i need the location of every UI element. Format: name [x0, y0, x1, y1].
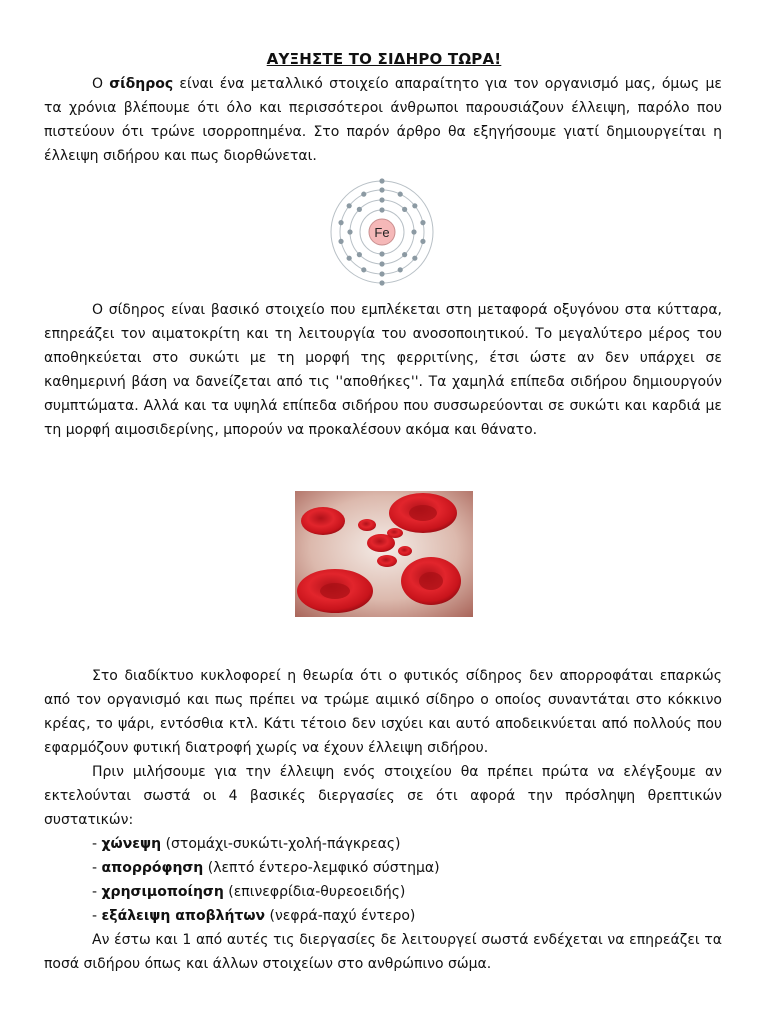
red-blood-cells-image [295, 491, 473, 617]
list-item [44, 856, 722, 880]
intro-paragraph [44, 72, 722, 168]
electron [347, 229, 352, 234]
list-term: εξάλειψη αποβλήτων [101, 908, 266, 924]
page-title: ΑΥΞΗΣΤΕ ΤΟ ΣΙΔΗΡΟ ΤΩΡΑ! [266, 50, 502, 68]
paragraph-2 [44, 298, 722, 442]
paragraph-2-text: Ο σίδηρος είναι βασικό στοιχείο που εμπλέκεται στη μεταφορά οξυγόνου στα κύτταρα, επηρεάζει τον αιματοκρίτη και τη λειτουργία του ανοσοποιητικού. Το μεγαλύτερο μέρος του αποθηκεύεται στο συκώτι με τη μορφή της φερριτίνης, έτσι ώστε αν δεν υπάρχει σε καθημερινή βάση να δανείζεται από τις ''αποθήκες''. Τα χαμηλά επίπεδα σιδήρου δημιουργούν συμπτώματα. Αλλά και τα υψηλά επίπεδα σιδήρου που συσσωρεύονται σε συκώτι και καρδιά με τη μορφή αιμοσιδερίνης, μπορούν να προκαλέσουν ακόμα και θάνατο. [44, 302, 722, 438]
electron [347, 256, 352, 261]
electron [361, 267, 366, 272]
intro-after: είναι ένα μεταλλικό στοιχείο απαραίτητο για τον οργανισμό μας, όμως με τα χρόνια βλέπουμε ότι όλο και περισσότεροι άνθρωποι παρουσιάζουν έλλειψη, παρόλο που πιστεύουν ότι τρώνε ισορροπημένα. Στο παρόν άρθρο θα εξηγήσουμε γιατί δημιουργείται η έλλειψη σιδήρου και πως διορθώνεται. [44, 76, 722, 164]
electron [347, 203, 352, 208]
list-item [44, 832, 722, 856]
paragraph-3-text: Στο διαδίκτυο κυκλοφορεί η θεωρία ότι ο φυτικός σίδηρος δεν απορροφάται επαρκώς από τον οργανισμό και πως πρέπει να τρώμε αιμικό σίδηρο ο οποίος συναντάται στο κόκκινο κρέας, το ψάρι, εντόσθια κτλ. Κάτι τέτοιο δεν ισχύει και αυτό αποδεικνύεται από πολλούς που εφαρμόζουν φυτική διατροφή χωρίς να έχουν έλλειψη σιδήρου. [44, 668, 722, 756]
list-prefix: - [92, 884, 102, 900]
electron [398, 267, 403, 272]
electron [412, 203, 417, 208]
electron [402, 207, 407, 212]
list-term: χρησιμοποίηση [101, 884, 224, 900]
electron [338, 220, 343, 225]
electron [402, 252, 407, 257]
paragraph-3 [44, 664, 722, 976]
list-prefix: - [92, 836, 102, 852]
list-description: (στομάχι-συκώτι-χολή-πάγκρεας) [161, 836, 401, 852]
paragraph-4-text: Πριν μιλήσουμε για την έλλειψη ενός στοιχείου θα πρέπει πρώτα να ελέγξουμε αν εκτελούνται σωστά οι 4 βασικές διεργασίες σε ότι αφορά την πρόσληψη θρεπτικών συστατικών: [44, 764, 722, 828]
electron [379, 251, 384, 256]
electron [357, 252, 362, 257]
electron [412, 256, 417, 261]
electron [379, 271, 384, 276]
electron [379, 187, 384, 192]
list-term: χώνεψη [101, 836, 162, 852]
electron [357, 207, 362, 212]
list-prefix: - [92, 908, 102, 924]
atom-symbol: Fe [374, 225, 390, 240]
electron [361, 192, 366, 197]
electron [411, 229, 416, 234]
list-description: (λεπτό έντερο-λεμφικό σύστημα) [203, 860, 440, 876]
intro-before: Ο [92, 76, 110, 92]
iron-atom-diagram [328, 178, 436, 286]
electron [338, 239, 343, 244]
list-prefix: - [92, 860, 102, 876]
electron [379, 207, 384, 212]
list-item [44, 904, 722, 928]
list-item [44, 880, 722, 904]
electron [379, 261, 384, 266]
paragraph-5-text: Αν έστω και 1 από αυτές τις διεργασίες δε λειτουργεί σωστά ενδέχεται να επηρεάζει τα ποσά σιδήρου όπως και άλλων στοιχείων στο ανθρώπινο σώμα. [44, 932, 722, 972]
electron [398, 192, 403, 197]
list-term: απορρόφηση [101, 860, 204, 876]
electron [379, 178, 384, 183]
electron [379, 280, 384, 285]
electron [420, 239, 425, 244]
intro-bold-term: σίδηρος [109, 76, 174, 92]
list-description: (επινεφρίδια-θυρεοειδής) [223, 884, 406, 900]
electron [420, 220, 425, 225]
list-description: (νεφρά-παχύ έντερο) [265, 908, 416, 924]
electron [379, 197, 384, 202]
